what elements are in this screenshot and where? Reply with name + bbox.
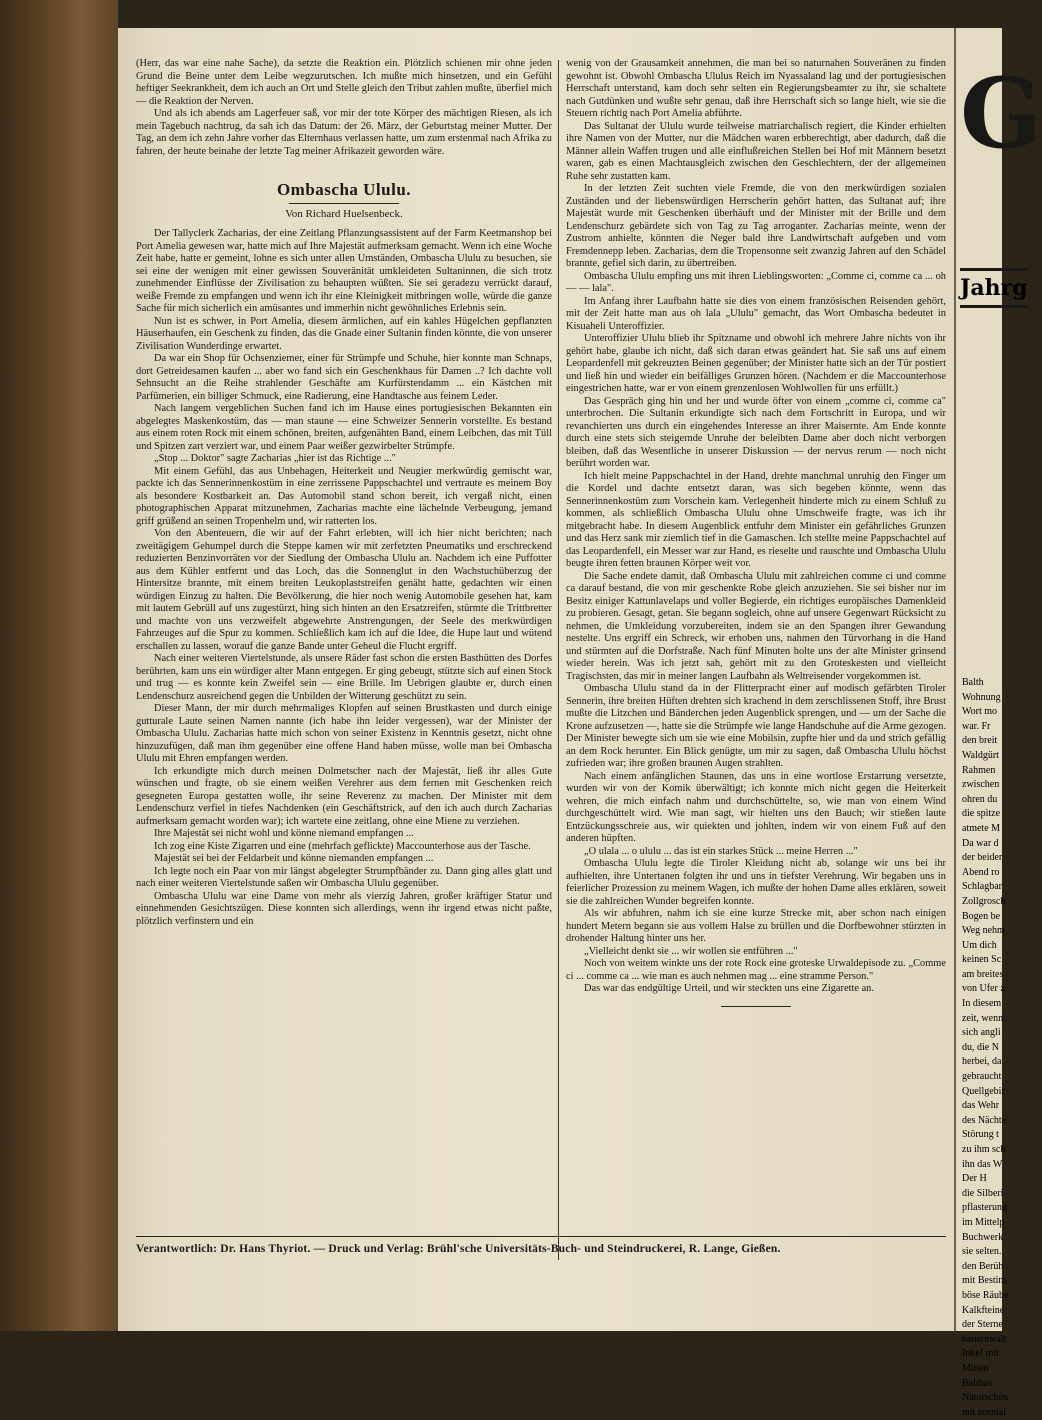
paragraph: Das war das endgültige Urteil, und wir steckten uns eine Zigarette an.: [584, 983, 874, 994]
text-fragment: Buchwerk: [962, 1231, 1004, 1243]
text-fragment: keinen Sc: [962, 954, 1002, 966]
paragraph: Von den Abenteuern, die wir auf der Fahrt erlebten, will ich hier nicht berichten; nach zweitägigem Gehumpel durch die Steppe kamen wir mit zerfetzten Pneumatiks und erschreckend reduzierten Benzinvorräten vor der Siedlung der Ombascha Ululu an. Nachdem ich eine Puffotter aus dem Kühler entfernt und das Loch, das die Sonnenglut in den Wachstuchüberzug der Hintersitze brannte, mit einem breiten Leukoplaststreifen genäht hatte, gedachten wir einen würdigen Einzug zu halten. Die Bevölkerung, die hier noch wenig Automobile gesehen hat, kam mit lautem Gebrüll auf uns zugestürzt, hing sich hinten an den Ersatzreifen, stürmte die Trittbretter und machte von uns verzweifelt abgewehrte Anstrengungen, der Seele des merkwürdigen Fahrzeuges auf die Spur zu kommen. Schließlich kam ich auf die Idee, die Hupe laut und wütend erschallen zu lassen, worauf die ganze Bande unter Geheul die Flucht ergriff.: [136, 528, 552, 652]
paragraph: „O ulala ... o ululu ... das ist ein starkes Stück ... meine Herren ...": [584, 845, 858, 857]
paragraph: „Stop ... Doktor" sagte Zacharias „hier ist das Richtige ...": [154, 453, 396, 464]
text-fragment: Zollgrosch: [962, 895, 1006, 907]
text-fragment: Naturschön: [962, 1392, 1009, 1404]
paragraph: Ombascha Ululu legte die Tiroler Kleidung nicht ab, solange wir uns bei ihr aufhielten, ihre Untertanen folgten ihr und uns in tiefster Verehrung. Wir begaben uns in feierlicher Prozession zu meinem Wagen, ich mußte der hohen Dame alles erklären, soweit sie die zahlreichen Wunder begreifen konnte.: [566, 858, 946, 907]
paragraph: Und als ich abends am Lagerfeuer saß, vor mir der tote Körper des mächtigen Riesen, als ich mein Tagebuch nachtrug, da sah ich das Datum: der 26. März, der Geburtstag meiner Mutter. Der Tag, an dem ich zehn Jahre vorher das Elternhaus verlassen hatte, um zum erstenmal nach Afrika zu fahren, der heute beinahe der letzte Tag meiner Afrikazeit geworden wäre.: [136, 108, 552, 157]
text-fragment: mit Bestim: [962, 1275, 1007, 1287]
paragraph: Ombascha Ululu stand da in der Flitterpracht einer auf modisch gefärbten Tiroler Sennerin, ihre breiten Hüften drehten sich krachend in dem zerschlissenen Stoff, ihre Brust mußte die Litzchen und Bänderchen jeden Augenblick sprengen, und — um der Sache die Krone aufzusetzen —, hatte sie die Strümpfe wie lange Handschuhe auf die Arme gezogen. Der Minister bewegte sich um sie wie eine Mobilsin, zupfte hier und da und strich gefällig an dem Rock herunter. Ein Blick genügte, um mir zu sagen, daß Ombascha Ululu höchst zufrieden war; ihre großen braunen Augen strahlten.: [566, 683, 946, 769]
text-fragment: mit normal: [962, 1406, 1007, 1418]
text-fragment: zeit, wenn: [962, 1012, 1004, 1024]
newspaper-page: [118, 28, 954, 1331]
paragraph: Ombascha Ululu war eine Dame von mehr als vierzig Jahren, großer kräftiger Statur und einnehmenden Gesichtszügen. Diese konnten sich allerdings, wenn ihr irgend etwas nicht paßte, plötzlich verfinstern und ein: [136, 890, 552, 927]
paragraph: Unteroffizier Ululu blieb ihr Spitzname und obwohl ich mehrere Jahre nichts von ihr gehört habe, glaube ich nicht, daß sich daran etwas geändert hat. Sie saß uns auf einem Leopardenfell mit gekreuzten Beinen gegenüber; der Minister hatte sich an der Tür postiert und ließ hin und wieder ein beifälliges Grunzen hören. (Nachdem er die Maccounterhose eingestrichen hatte, war er von einem grenzenlosen Wohlwollen für uns erfüllt.): [566, 333, 946, 394]
text-fragment: von Ufer z: [962, 983, 1005, 995]
text-fragment: war. Fr: [962, 720, 991, 732]
text-fragment: im Mittelp: [962, 1216, 1005, 1228]
right-column: [566, 58, 946, 1007]
story-body: [136, 228, 552, 928]
text-fragment: Wort mo: [962, 706, 998, 718]
text-fragment: ohren du: [962, 793, 998, 805]
text-fragment: Wohnung: [962, 691, 1001, 703]
text-fragment: Der H: [962, 1173, 987, 1185]
text-fragment: Balthas: [962, 1377, 992, 1389]
paragraph: wenig von der Grausamkeit annehmen, die man bei so naturnahen Souveränen zu finden gewohnt ist. Obwohl Ombascha Ululus Reich im Nyassaland lag und der portugiesischen Herrschaft unterstand, kam doch sehr selten ein Regierungsbeamter zu ihr, sie schaltete nach Gutdünken und wußte sehr genau, daß ihre Herrschaft sich so lange hielt, wie sie die Steuern richtig nach Port Amelia abführte.: [566, 58, 946, 119]
text-fragment: den breit: [962, 735, 998, 747]
text-fragment: die spitze: [962, 808, 1001, 820]
paragraph: Der Tallyclerk Zacharias, der eine Zeitlang Pflanzungsassistent auf der Farm Keetmanshop bei Port Amelia gewesen war, hatte mich auf Ihre Majestät aufmerksam gemacht. Wenn ich eine Woche Zeit habe, hatte er gemeint, lohne es sich unter allen Umständen, Ombascha Ululu zu besuchen, sie sei eine der wenigen mit einer gewissen Souveränität umkleideten Sultaninnen, die sich trotz zunehmender Einflüsse der Zivilisation zu behaupten wüßten. Sie sei geradezu verrückt darauf, weiße Fremde zu empfangen und wenn ich ihr eine Kleinigkeit mitbringen wolle, würde die ganze Sache für mich sicherlich ein amüsantes und immerhin nicht gewöhnliches Erlebnis sein.: [136, 228, 552, 314]
story-title: Ombascha Ululu.: [276, 180, 412, 199]
text-fragment: der beider: [962, 852, 1003, 864]
text-fragment: böse Räube: [962, 1289, 1009, 1301]
text-fragment: am breites: [962, 968, 1004, 980]
text-fragment: herbei, da: [962, 1056, 1002, 1068]
paragraph: Im Anfang ihrer Laufbahn hatte sie dies von einem französischen Reisenden gehört, mit der Zeit hatte man aus oh lala „Ululu" gemacht, das Wort Ombascha bedeutet in Kisuaheli Unteroffizier.: [566, 295, 946, 332]
imprint-footer: Verantwortlich: Dr. Hans Thyriot. — Druck und Verlag: Brühl'sche Universitäts-Buch- und Steindruckerei, R. Lange, Gießen.: [136, 1236, 946, 1255]
text-fragment: du, die N: [962, 1041, 999, 1053]
text-fragment: ihn das W: [962, 1158, 1003, 1170]
paragraph: Majestät sei bei der Feldarbeit und könne niemanden empfangen ...: [154, 853, 434, 864]
text-fragment: Weg nehm: [962, 925, 1005, 937]
paragraph: Ihre Majestät sei nicht wohl und könne niemand empfangen ...: [154, 828, 414, 839]
paragraph: Ich legte noch ein Paar von mir längst abgelegter Strumpfbänder zu. Dann ging alles glatt und nach einer weiteren Viertelstunde saßen wir Ombascha Ululu gegenüber.: [136, 865, 552, 889]
text-fragment: sie selten.: [962, 1246, 1002, 1258]
book-binding: [0, 0, 118, 1331]
text-fragment: Störung t: [962, 1129, 999, 1141]
text-fragment: Mitten: [962, 1362, 989, 1374]
text-fragment: des Nächte: [962, 1114, 1007, 1126]
text-fragment: Bogen be: [962, 910, 1001, 922]
paragraph: Ich zog eine Kiste Zigarren und eine (mehrfach geflickte) Maccounterhose aus der Tasche.: [154, 840, 531, 852]
paragraph: Nach einer weiteren Viertelstunde, als unsere Räder fast schon die ersten Basthütten des Dorfes berührten, kam uns ein würdiger alter Mann entgegen. Er ging gebeugt, stützte sich auf einen Stock und trug — es konnte kein Zweifel sein — eine Brille. Im Uebrigen glaubte er, durch einen Lendenschurz ausreichend gegen die Unbilden der Witterung geschützt zu sein.: [136, 653, 552, 702]
paragraph: Das Gespräch ging hin und her und wurde öfter von einem „comme ci, comme ca" unterbrochen. Die Sultanin erkundigte sich nach dem Fortschritt in Europa, und wir revanchierten uns durch ein eingehendes Interesse an ihrer Maisernte. Am Ende konnte durch eine stets sich steigernde Unruhe der beleibten Dame aber doch nicht verborgen bleiben, daß das Wesentliche in unserer Diskussion — der nervus rerum — noch nicht berührt worden war.: [566, 395, 946, 469]
end-of-story-rule: [721, 1006, 791, 1007]
text-fragment: Rahmen: [962, 764, 996, 776]
text-fragment: Schlagbar: [962, 881, 1002, 893]
paragraph: Ich erkundigte mich durch meinen Dolmetscher nach der Majestät, ließ ihr alles Gute wünschen und fragte, ob sie einem weißen Verehrer aus dem fernen mit Geschenken reich gesegneten Europa gestatten wolle, ihr seine Reverenz zu machen. Der Minister mit dem Lendenschurz verfiel in tiefes Nachdenken (ein Geschäftstrick, auf den ich auch durch Zacharias aufmerksam gemacht worden war); ich wartete eine zeitlang, ohne eine Miene zu verziehen.: [136, 765, 552, 827]
adjacent-page-edge: [954, 28, 1042, 1418]
text-fragment: In diesem: [962, 998, 1002, 1010]
text-fragment: den Berüh: [962, 1260, 1004, 1272]
left-column: [136, 58, 552, 928]
paragraph: Die Sache endete damit, daß Ombascha Ululu mit zahlreichen comme ci und comme ca darauf bestand, die von mir geschenkte Robe gleich anzuziehen. Sie sei bisher nur im Besitz einiger Kattunlavelaps und voller Begierde, ein richtiges europäisches Damenkleid zu probieren. Gesagt, getan. Sie begann sogleich, ohne auf unsere Gegenwart Rücksicht zu nehmen, die Umkleidung vorzubereiten, indem sie an den Spangen ihrer Gewandung nestelte. Uns ergriff ein Schreck, wir erhoben uns, nahmen den Türvorhang in die Hand und stürmten auf die Dorfstraße. Nach fünf Minuten holte uns der alte Minister grinsend wieder herein. Was ich jetzt sah, gehört mit zu den Groteskesten und vielleicht Tragischsten, das mir in meiner langen Laufbahn als Weltreisender vorgekommen ist.: [566, 570, 946, 682]
paragraph: (Herr, das war eine nahe Sache), da setzte die Reaktion ein. Plötzlich schienen mir ohne jeden Grund die Beine unter dem Leibe wegzurutschen. Ich mußte mich hinsetzen, und ein Gefühl heftiger Seekrankheit, dem ich auch an Ort und Stelle gleich den Tribut zahlen mußte, überfiel mich — die Reaktion der Nerven.: [136, 58, 552, 107]
paragraph: Ich hielt meine Pappschachtel in der Hand, drehte manchmal unruhig den Finger um die Kordel und dachte entsetzt daran, was sich begeben könnte, wenn das Sennerinnenkostüm zum Vorschein kam. Verlegenheit hinderte mich zu einem Schluß zu kommen, als schließlich Ombascha Ululu ohne Umschweife fragte, was ich ihr mitgebracht habe. In diesem Augenblick entfuhr dem Minister ein gefährliches Grunzen und das Herz sank mir ziemlich tief in die Gamaschen. Ich stellte meine Pappschachtel auf das Leopardenfell, ein Messer war zur Hand, es rieselte und rauschte und Ombascha Ululu beugte ihren fetten braunen Körper weit vor.: [566, 470, 946, 569]
text-fragment: Waldgürt: [962, 749, 999, 761]
text-fragment: bauernwalt: [962, 1333, 1007, 1345]
paragraph: Als wir abfuhren, nahm ich sie eine kurze Strecke mit, aber schon nach einigen hundert Metern begann sie aus vollem Halse zu brüllen und die Dorfbewohner stürzten in drohender Haltung hinter uns her.: [566, 908, 946, 944]
previous-story-end: [136, 58, 552, 158]
byline: Von Richard Huelsenbeck.: [285, 207, 403, 220]
cut-off-text-fragments: [962, 676, 1008, 1420]
title-divider: [289, 203, 399, 204]
text-fragment: sich angli: [962, 1027, 1001, 1039]
paragraph: Das Sultanat der Ululu wurde teilweise matriarchalisch regiert, die Kinder erhielten ihre Namen von der Mutter, nur die Mädchen waren erbberechtigt, aber dadurch, daß die Männer allein Waffen trugen und alle einflußreichen Stellen bei Hof mit Männern besetzt waren, gab es einen Machtausgleich zwischen den Geschlechtern, der der allgemeinen Ruhe sehr zustatten kam.: [566, 120, 946, 182]
year-header-fragment: Jahrg: [960, 268, 1028, 308]
text-fragment: gebraucht: [962, 1071, 1002, 1083]
paragraph: In der letzten Zeit suchten viele Fremde, die von den merkwürdigen sozialen Zuständen und der liebenswürdigen Herrscherin gehört hatten, das Sultanat auf; ihre Majestät wurde mit Geschenken überhäuft und der Minister mit der Brille und dem Lendenschurz gebärdete sich von Tag zu Tag arroganter. Zacharias meinte, wenn der Zustrom anhielte, könnten die Neger bald ihre Landwirtschaft aufgeben und vom Fremdennepp leben. Zacharias, dem die Tropensonne seit zwanzig Jahren auf den Schädel brannte, gefiel sich darin, zu übertreiben.: [566, 183, 946, 269]
paragraph: Nun ist es schwer, in Port Amelia, diesem ärmlichen, auf ein kahles Hügelchen gepflanzten Häuserhaufen, ein Geschenk zu finden, das die Gnade einer Sultanin finden könnte, die von unserer Zivilisation Wunderdinge erwartet.: [136, 315, 552, 352]
text-fragment: Um dich: [962, 939, 997, 951]
paragraph: „Vielleicht denkt sie ... wir wollen sie entführen ...": [584, 945, 798, 957]
masthead-letter: G: [960, 57, 1042, 170]
paragraph: Mit einem Gefühl, das aus Unbehagen, Heiterkeit und Neugier merkwürdig gemischt war, packte ich das Sennerinnenkostüm in eine zerrissene Pappschachtel und vertraute es meinem Boy als besondere Kostbarkeit an. Das Automobil stand schon bereit, ich vergaß nicht, einen photographischen Apparat mitzunehmen, Zacharias machte eine lächelnde Verbeugung, jemand griff grüßend an seinen Tropenhelm und, wir ratterten los.: [136, 465, 552, 527]
paragraph: Nach langem vergeblichen Suchen fand ich im Hause eines portugiesischen Bekannten ein abgelegtes Maskenkostüm, das — man staune — eine Schweizer Sennerin vorstellte. Es bestand aus einem roten Rock mit einem schönen, breiten, aufgenähten Band, einem Leibchen, das mit Tüll und Spitzen zart verziert war, und einem Paar weißer gezwirbelter Strümpfe.: [136, 403, 552, 452]
text-fragment: atmete M: [962, 822, 1001, 834]
text-fragment: zu ihm sch: [962, 1144, 1006, 1155]
column-divider: [558, 60, 559, 1260]
text-fragment: der Sterne: [962, 1319, 1003, 1331]
text-fragment: Abend ro: [962, 866, 1000, 878]
text-fragment: Balth: [962, 677, 984, 688]
paragraph: Da war ein Shop für Ochsenziemer, einer für Strümpfe und Schuhe, hier konnte man Schnaps, dort Getreidesamen kaufen ... aber wo fand sich ein Geschenkhaus für Damen ..? Ich dachte voll Sehnsucht an die Reihe strahlender Geschäfte am Kurfürstendamm ... ein Kästchen mit Parfümerien, ein billiger Schmuck, eine Radierung, eine Handtasche aus feinem Leder.: [136, 353, 552, 402]
text-fragment: pflasterung: [962, 1202, 1007, 1214]
text-fragment: Inke! mit: [962, 1348, 999, 1360]
text-fragment: Kalkfteine: [962, 1304, 1005, 1316]
text-fragment: Da war d: [962, 837, 999, 849]
text-fragment: das Wehr: [962, 1100, 1000, 1112]
text-fragment: zwischen: [962, 779, 1000, 791]
text-fragment: Quellgebir: [962, 1085, 1005, 1097]
paragraph: Ombascha Ululu empfing uns mit ihren Lieblingsworten: „Comme ci, comme ca ... oh — — lala".: [566, 270, 946, 294]
text-fragment: die Silberi: [962, 1187, 1004, 1199]
paragraph: Dieser Mann, der mir durch mehrmaliges Klopfen auf seinen Brustkasten und durch einige gutturale Laute seinen Namen nannte (ich habe ihn leider vergessen), war der Minister der Ombascha Ululu. Zacharias hatte mich schon von seiner Existenz in Kenntnis gesetzt, nicht ohne hinzuzufügen, daß man ihm gegenüber eine offene Hand haben müsse, wolle man bei Ombascha Ululu mit Ehren empfangen werden.: [136, 703, 552, 764]
paragraph: Noch von weitem winkte uns der rote Rock eine groteske Urwaldepisode zu. „Comme ci ... comme ca ... wie man es auch nehmen mag ... eine stramme Person.": [566, 958, 946, 982]
paragraph: Nach einem anfänglichen Staunen, das uns in eine wortlose Erstarrung versetzte, wurden wir von der Komik überwältigt; ich konnte mich nicht gegen die Heiterkeit wehren, die mich einfach nahm und durchschüttelte, so, wie man von einem Wind durchgeschüttelt wird. Wie man sagt, wir hielten uns den Bauch; wir stießen laute Entzückungsschreie aus, wir quiekten und johlten, indem wir von einem Fuß auf den anderen hüpften.: [566, 770, 946, 844]
